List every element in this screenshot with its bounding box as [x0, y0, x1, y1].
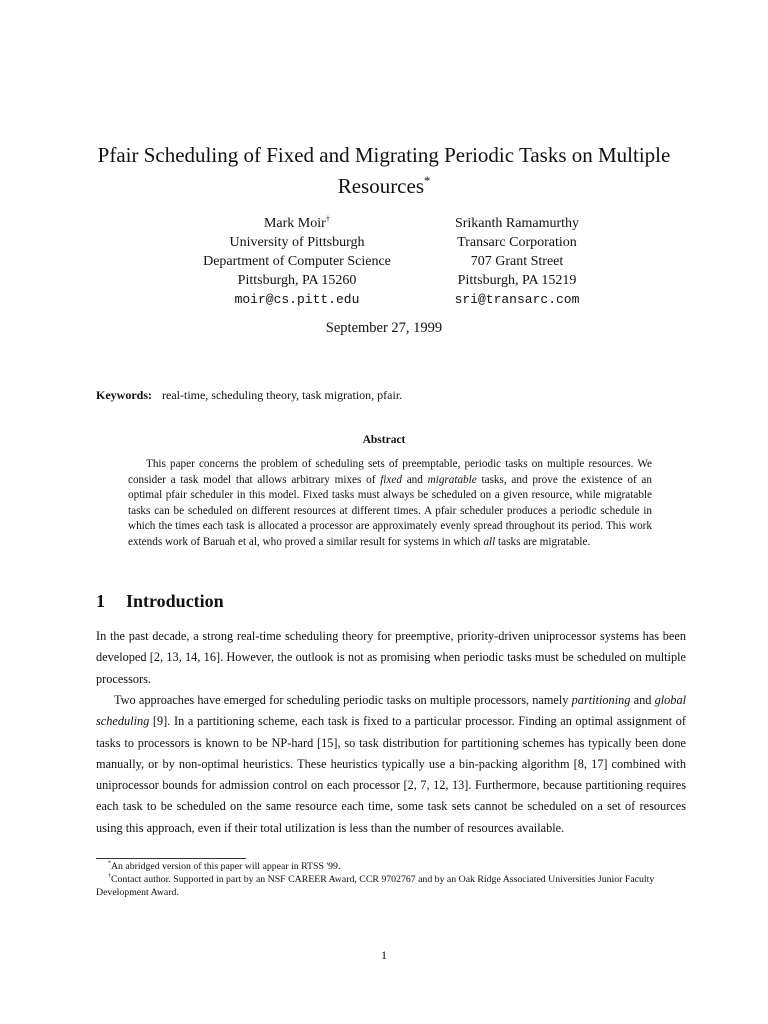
author-1-address: Pittsburgh, PA 15260: [237, 273, 357, 288]
intro-paragraph-1: In the past decade, a strong real-time scheduling theory for preemptive, priority-driven uniprocessor systems has been developed [2, 13, 14, 16]. However, the outlook is not as promising when periodic tasks must be scheduled on multiple processors.: [96, 629, 686, 686]
abstract-heading: Abstract: [362, 434, 406, 446]
author-2-email: sri@transarc.com: [454, 292, 580, 307]
author-1-department: Department of Computer Science: [203, 254, 391, 269]
p2-part-c: [9]. In a partitioning scheme, each task is fixed to a particular processor. Finding an optimal assignment of tasks to processors is known to be NP-hard [15], so task distribution for partitioning schemes has typically been done manually, or by non-optimal heuristics. These heuristics typically use a bin-packing algorithm [8, 17] combined with uniprocessor bounds for admission control on each processor [2, 7, 12, 13]. Furthermore, because partitioning requires each task to be scheduled on the same resource each time, some task sets cannot be scheduled on a set of resources using this approach, even if their total utilization is less than the number of resources available.: [96, 714, 686, 835]
abstract-part-4: tasks are migratable.: [495, 535, 591, 548]
paper-title: [60, 140, 708, 202]
title-footnote-mark: *: [424, 174, 431, 188]
footnote-2: [96, 873, 686, 899]
footnote-1-text: An abridged version of this paper will appear in RTSS '99.: [110, 861, 341, 872]
keywords-label: Keywords:: [96, 388, 152, 402]
author-1: [182, 214, 412, 309]
author-1-email: moir@cs.pitt.edu: [234, 292, 360, 307]
footnote-1-mark: *: [108, 860, 111, 867]
abstract-em-all: all: [483, 535, 496, 548]
page-number: 1: [381, 948, 387, 962]
p2-em-partitioning: partitioning: [571, 693, 631, 707]
footnote-rule: [96, 858, 246, 859]
p2-part-b: and: [630, 693, 655, 707]
author-2-affiliation: Transarc Corporation: [457, 235, 577, 250]
abstract-em-migratable: migratable: [427, 473, 477, 486]
section-title: Introduction: [126, 591, 224, 611]
intro-paragraph-2: [96, 690, 686, 839]
author-2-street: 707 Grant Street: [470, 254, 564, 269]
title-line-2: [60, 171, 708, 202]
abstract-em-fixed: fixed: [380, 473, 402, 486]
section-heading: [96, 591, 224, 612]
author-1-footnote-mark: †: [325, 214, 330, 224]
p2-em-global-scheduling: global scheduling: [96, 693, 687, 729]
author-2: [432, 214, 602, 309]
title-line-1: Pfair Scheduling of Fixed and Migrating Periodic Tasks on Multiple: [97, 143, 671, 167]
abstract-part-1: This paper concerns the problem of scheduling sets of preemptable, periodic tasks on multiple resources. We consider a task model that allows arbitrary mixes of: [128, 458, 652, 486]
abstract-part-2: and: [401, 473, 428, 486]
author-1-name: Mark Moir: [263, 216, 326, 231]
paper-date: September 27, 1999: [325, 320, 443, 336]
abstract-part-3: tasks, and prove the existence of an optimal pfair scheduler in this model. Fixed tasks must always be scheduled on a given resource, while migratable tasks can be scheduled on different resources at different times. A pfair scheduler produces a periodic schedule in which the times each task is allocated a processor are approximately evenly spread throughout its period. This work extends work of Baruah et al, who proved a similar result for systems in which: [128, 473, 652, 548]
keywords: [96, 388, 402, 403]
footnote-2-text: Contact author. Supported in part by an NSF CAREER Award, CCR 9702767 and by an Oak Ridge Associated Universities Junior Faculty Development Award.: [96, 874, 655, 899]
author-2-name: Srikanth Ramamurthy: [454, 216, 580, 231]
section-number: 1: [96, 591, 105, 611]
author-2-address: Pittsburgh, PA 15219: [457, 273, 577, 288]
footnote-1: [96, 860, 698, 873]
author-1-affiliation: University of Pittsburgh: [229, 235, 365, 250]
footnote-2-mark: †: [108, 873, 111, 880]
abstract-text: [128, 457, 652, 551]
title-line-2-text: Resources: [337, 174, 424, 198]
author-1-name-line: [182, 214, 412, 233]
p2-part-a: Two approaches have emerged for scheduling periodic tasks on multiple processors, namely: [114, 693, 572, 707]
keywords-text: real-time, scheduling theory, task migration, pfair.: [162, 388, 403, 402]
